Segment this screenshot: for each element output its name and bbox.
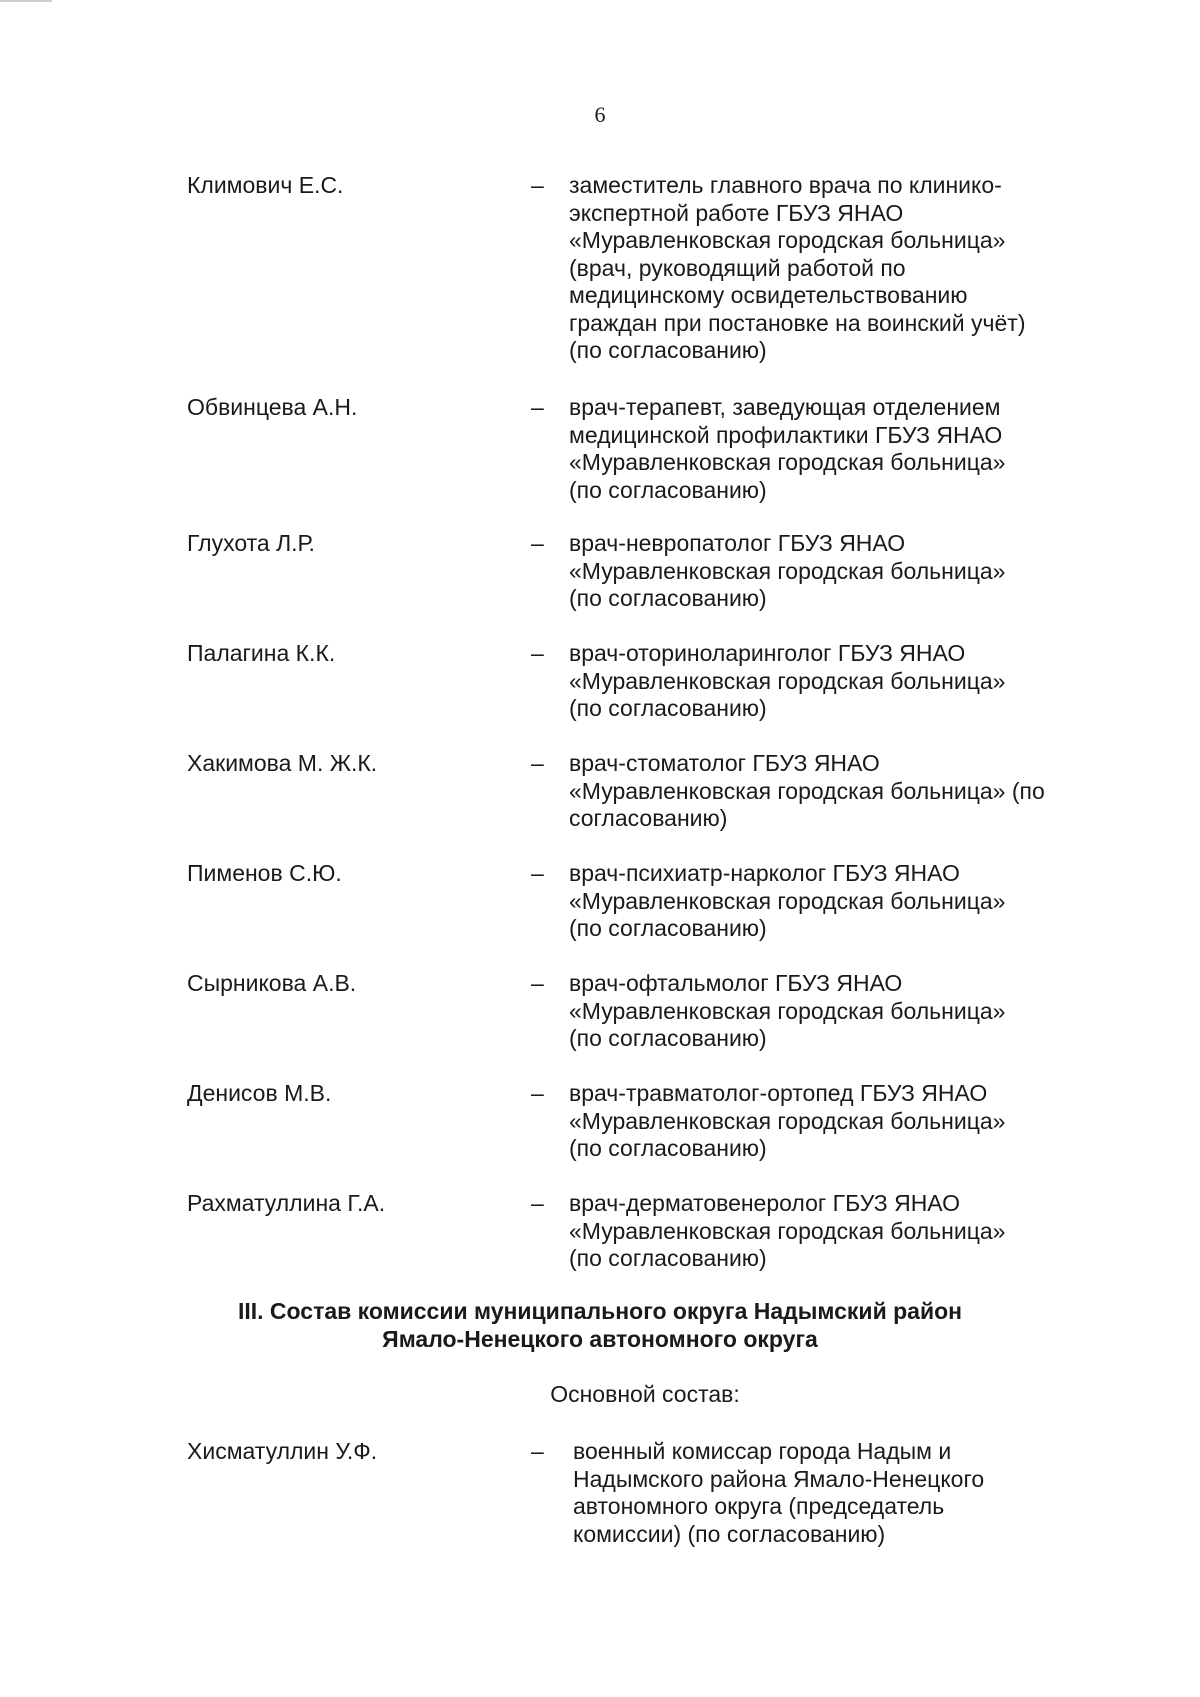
member-description xyxy=(569,640,1109,723)
description-line: (по согласованию) xyxy=(569,585,767,611)
member-description xyxy=(569,970,1109,1053)
description-line: комиссии) (по согласованию) xyxy=(573,1520,886,1547)
description-line: военный комиссар города Надым и xyxy=(573,1438,952,1464)
description-line: врач-психиатр-нарколог ГБУЗ ЯНАО xyxy=(569,860,960,886)
member-name: Хакимова М. Ж.К. xyxy=(187,750,378,776)
description-line: согласованию) xyxy=(569,805,728,831)
member-name: Денисов М.В. xyxy=(187,1080,332,1106)
member-description xyxy=(569,860,1109,943)
description-line: (по согласованию) xyxy=(569,1135,767,1161)
description-line: «Муравленковская городская больница» xyxy=(569,1107,1006,1134)
description-line: «Муравленковская городская больница» xyxy=(569,887,1006,914)
description-line: (по согласованию) xyxy=(569,476,767,503)
description-line: медицинскому освидетельствованию xyxy=(569,282,968,308)
description-line: врач-терапевт, заведующая отделением xyxy=(569,394,1001,420)
description-line: «Муравленковская городская больница» xyxy=(569,557,1006,584)
description-line: «Муравленковская городская больница» xyxy=(569,227,1006,253)
description-line: «Муравленковская городская больница» (по xyxy=(569,777,1045,804)
member-description xyxy=(569,1190,1109,1273)
section-heading-line: III. Состав комиссии муниципального округа Надымский район xyxy=(237,1298,963,1324)
description-line: автономного округа (председатель xyxy=(573,1493,945,1519)
description-line: врач-травматолог-ортопед ГБУЗ ЯНАО xyxy=(569,1080,988,1106)
description-line: «Муравленковская городская больница» xyxy=(569,667,1006,694)
member-name: Глухота Л.Р. xyxy=(187,530,315,556)
description-line: «Муравленковская городская больница» xyxy=(569,997,1006,1024)
description-line: врач-дерматовенеролог ГБУЗ ЯНАО xyxy=(569,1190,961,1216)
description-line: врач-стоматолог ГБУЗ ЯНАО xyxy=(569,750,880,776)
member-description xyxy=(569,750,1109,833)
description-line: (врач, руководящий работой по xyxy=(569,254,906,281)
description-line: врач-невропатолог ГБУЗ ЯНАО xyxy=(569,530,906,556)
entry-dash: – xyxy=(531,172,544,198)
subheading: Основной состав: xyxy=(550,1381,740,1407)
member-name: Климович Е.С. xyxy=(187,172,344,198)
member-description xyxy=(573,1438,1113,1548)
member-name: Хисматуллин У.Ф. xyxy=(187,1438,378,1464)
member-description xyxy=(569,172,1109,365)
description-line: Надымского района Ямало-Ненецкого xyxy=(573,1465,985,1492)
member-name: Сырникова А.В. xyxy=(187,970,357,996)
scan-artifact xyxy=(0,0,52,2)
description-line: (по согласованию) xyxy=(569,1245,767,1271)
member-name: Обвинцева А.Н. xyxy=(187,394,358,420)
entry-dash: – xyxy=(531,750,544,776)
entry-dash: – xyxy=(531,860,544,886)
member-name: Пименов С.Ю. xyxy=(187,860,342,886)
entry-dash: – xyxy=(531,640,544,666)
description-line: (по согласованию) xyxy=(569,695,767,721)
description-line: заместитель главного врача по клинико- xyxy=(569,172,1002,198)
description-line: (по согласованию) xyxy=(569,337,767,363)
section-heading xyxy=(0,1297,1200,1353)
description-line: врач-оториноларинголог ГБУЗ ЯНАО xyxy=(569,640,966,666)
description-line: «Муравленковская городская больница» xyxy=(569,449,1006,475)
entry-dash: – xyxy=(531,1438,544,1464)
description-line: (по согласованию) xyxy=(569,915,767,941)
entry-dash: – xyxy=(531,1190,544,1216)
description-line: медицинской профилактики ГБУЗ ЯНАО xyxy=(569,421,1003,448)
member-description xyxy=(569,394,1109,504)
entry-dash: – xyxy=(531,530,544,556)
entry-dash: – xyxy=(531,394,544,420)
description-line: экспертной работе ГБУЗ ЯНАО xyxy=(569,199,904,226)
entry-dash: – xyxy=(531,1080,544,1106)
member-name: Рахматуллина Г.А. xyxy=(187,1190,386,1216)
member-name: Палагина К.К. xyxy=(187,640,336,666)
member-description xyxy=(569,530,1109,613)
member-description xyxy=(569,1080,1109,1163)
description-line: «Муравленковская городская больница» xyxy=(569,1217,1006,1244)
entry-dash: – xyxy=(531,970,544,996)
description-line: граждан при постановке на воинский учёт) xyxy=(569,309,1026,336)
section-heading-line: Ямало-Ненецкого автономного округа xyxy=(382,1326,818,1352)
page-number: 6 xyxy=(594,102,606,127)
description-line: врач-офтальмолог ГБУЗ ЯНАО xyxy=(569,970,903,996)
description-line: (по согласованию) xyxy=(569,1025,767,1051)
